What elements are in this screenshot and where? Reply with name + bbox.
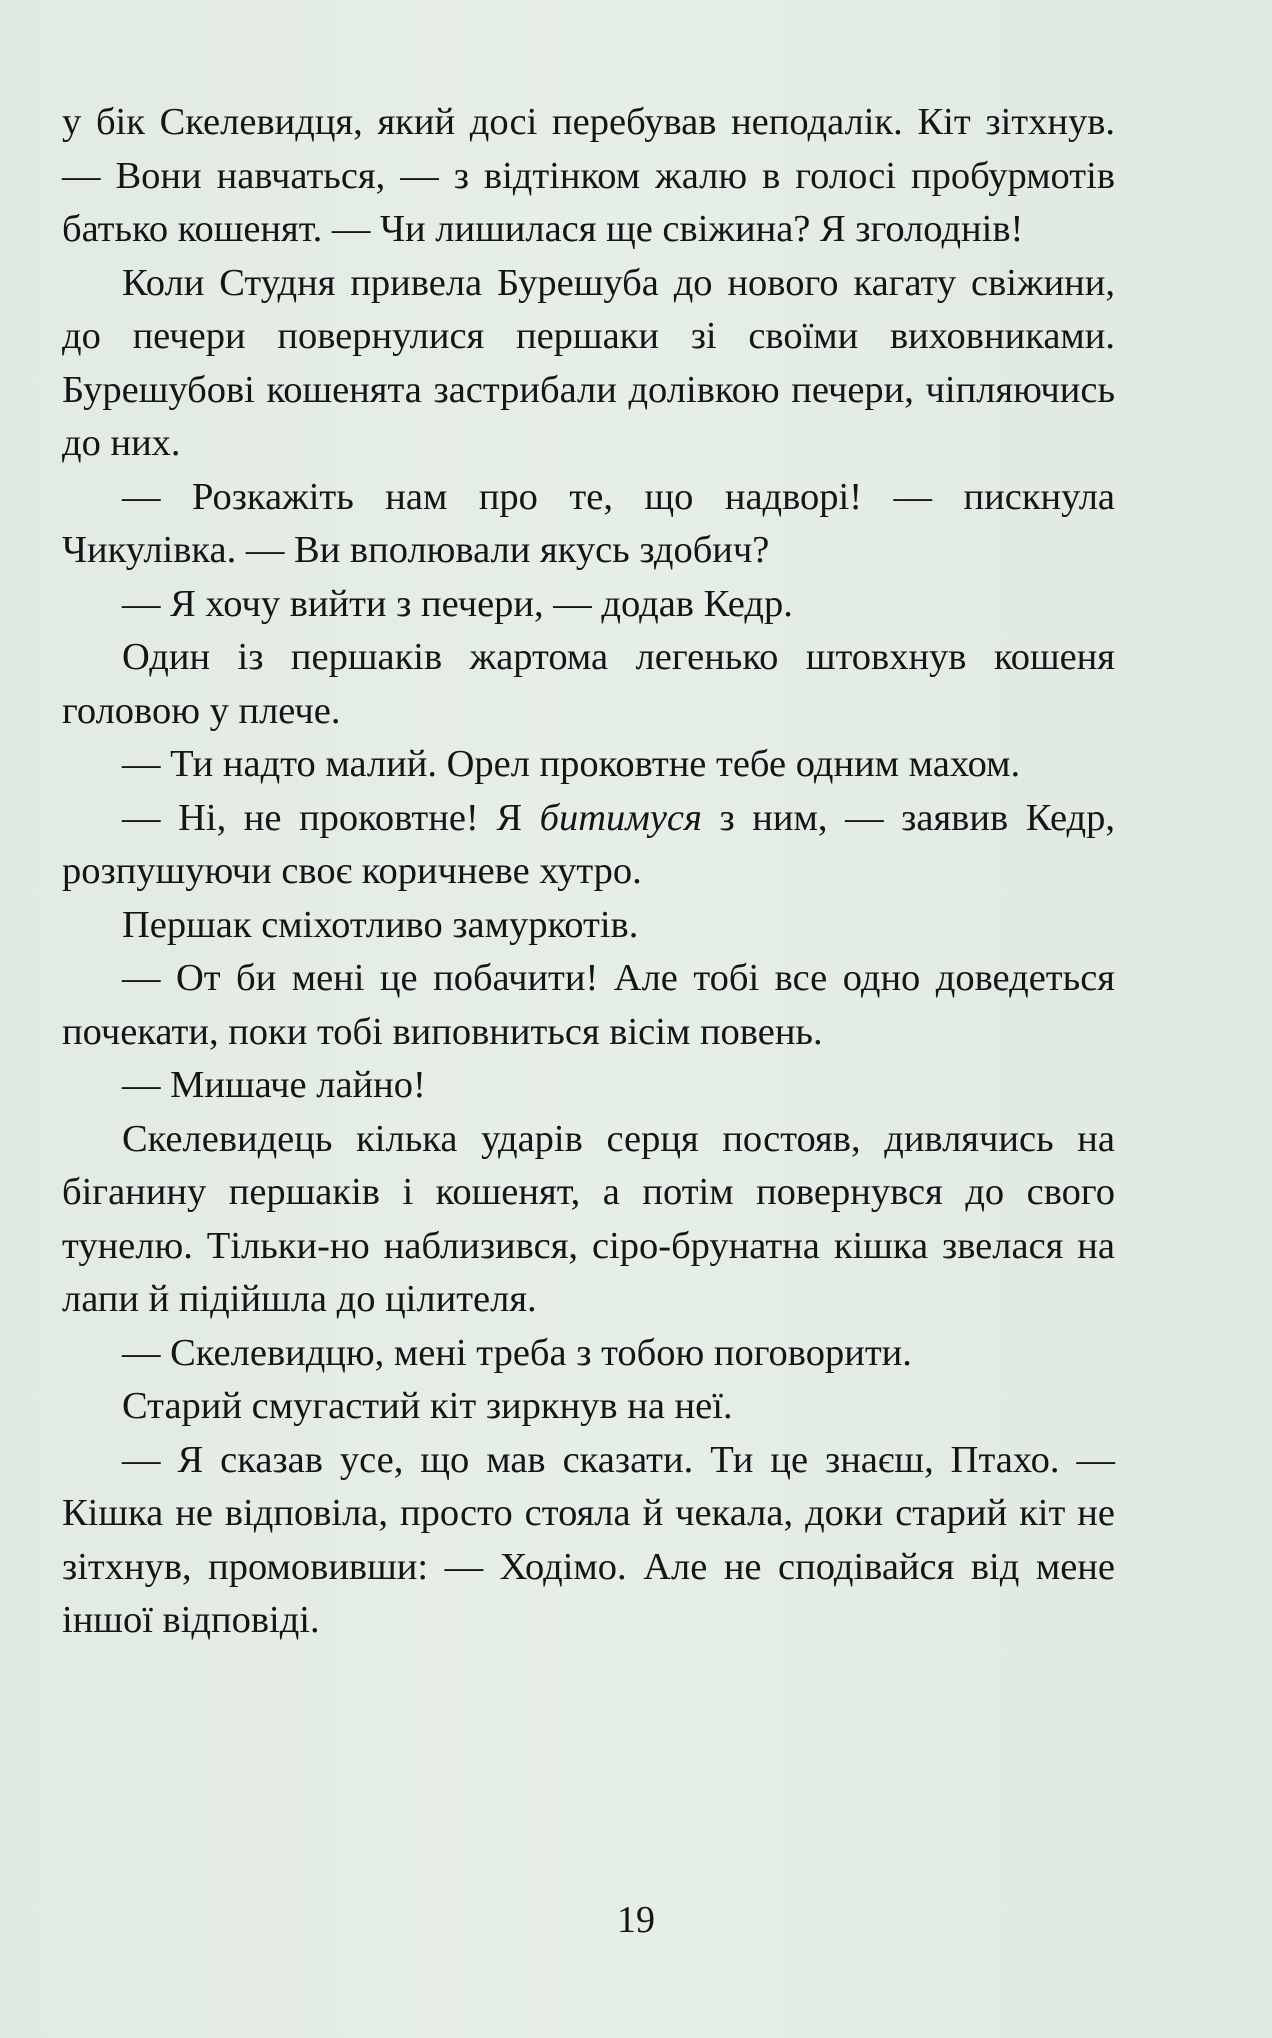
paragraph <box>62 471 1115 578</box>
paragraph-text: — От би мені це побачити! Але тобі все одно доведеться почекати, поки тобі виповниться вісім повень. <box>62 957 1115 1053</box>
paragraph-text: — Мишаче лайно! <box>122 1064 426 1106</box>
paragraph <box>62 952 1115 1059</box>
paragraph <box>62 1059 1115 1113</box>
paragraph-text: — Ні, не проковтне! Я <box>122 796 540 839</box>
paragraph-text: Один із першаків жартома легенько штовхнув кошеня головою у плече. <box>62 636 1115 732</box>
paragraph <box>62 1327 1115 1381</box>
paragraph <box>62 1434 1115 1648</box>
paragraph <box>62 738 1115 792</box>
paragraph <box>62 578 1115 632</box>
paragraph-text: — Я сказав усе, що мав сказати. Ти це знаєш, Птахо. — Кішка не відповіла, просто стояла й чекала, доки старий кіт не зітхнув, промовивши: — Ходімо. Але не сподівайся від мене іншої відповіді. <box>62 1438 1115 1641</box>
emphasis-text: битимуся <box>539 796 702 839</box>
paragraph <box>62 899 1115 953</box>
paragraph-text: у бік Скелевидця, який досі перебував неподалік. Кіт зітхнув. — Вони навчаться, — з відтінком жалю в голосі пробурмотів батько кошенят. — Чи лишилася ще свіжина? Я зголоднів! <box>62 101 1115 250</box>
paragraph <box>62 96 1115 257</box>
paragraph-text: — Ти надто малий. Орел проковтне тебе одним махом. <box>122 743 1021 785</box>
paragraph-text: Першак сміхотливо замуркотів. <box>122 903 639 946</box>
page-number: 19 <box>617 1899 655 1941</box>
paragraph-text: Старий смугастий кіт зиркнув на неї. <box>122 1385 733 1427</box>
paragraph-text: — Розкажіть нам про те, що надворі! — пискнула Чикулівка. — Ви вполювали якусь здобич? <box>62 475 1115 571</box>
paragraph <box>62 631 1115 738</box>
paragraph-text: — Скелевидцю, мені треба з тобою поговорити. <box>122 1331 912 1374</box>
paragraph-text: Скелевидець кілька ударів серця постояв, дивлячись на біганину першаків і кошенят, а потім повернувся до свого тунелю. Тільки-но наблизився, сіро-брунатна кішка звелася на лапи й підійшла до цілителя. <box>62 1117 1115 1320</box>
paragraph-text: Коли Студня привела Бурешуба до нового кагату свіжини, до печери повернулися першаки зі своїми виховниками. Бурешубові кошенята застрибали долівкою печери, чіпляючись до них. <box>62 261 1115 464</box>
paragraph <box>62 257 1115 471</box>
paragraph <box>62 792 1115 899</box>
paragraph <box>62 1113 1115 1327</box>
paragraph-text: з ним, — заявив Кедр, розпушуючи своє коричневе хутро. <box>62 796 1115 892</box>
paragraph-text: — Я хочу вийти з печери, — додав Кедр. <box>122 582 793 625</box>
paragraph <box>62 1380 1115 1434</box>
body-text <box>62 96 1115 1648</box>
